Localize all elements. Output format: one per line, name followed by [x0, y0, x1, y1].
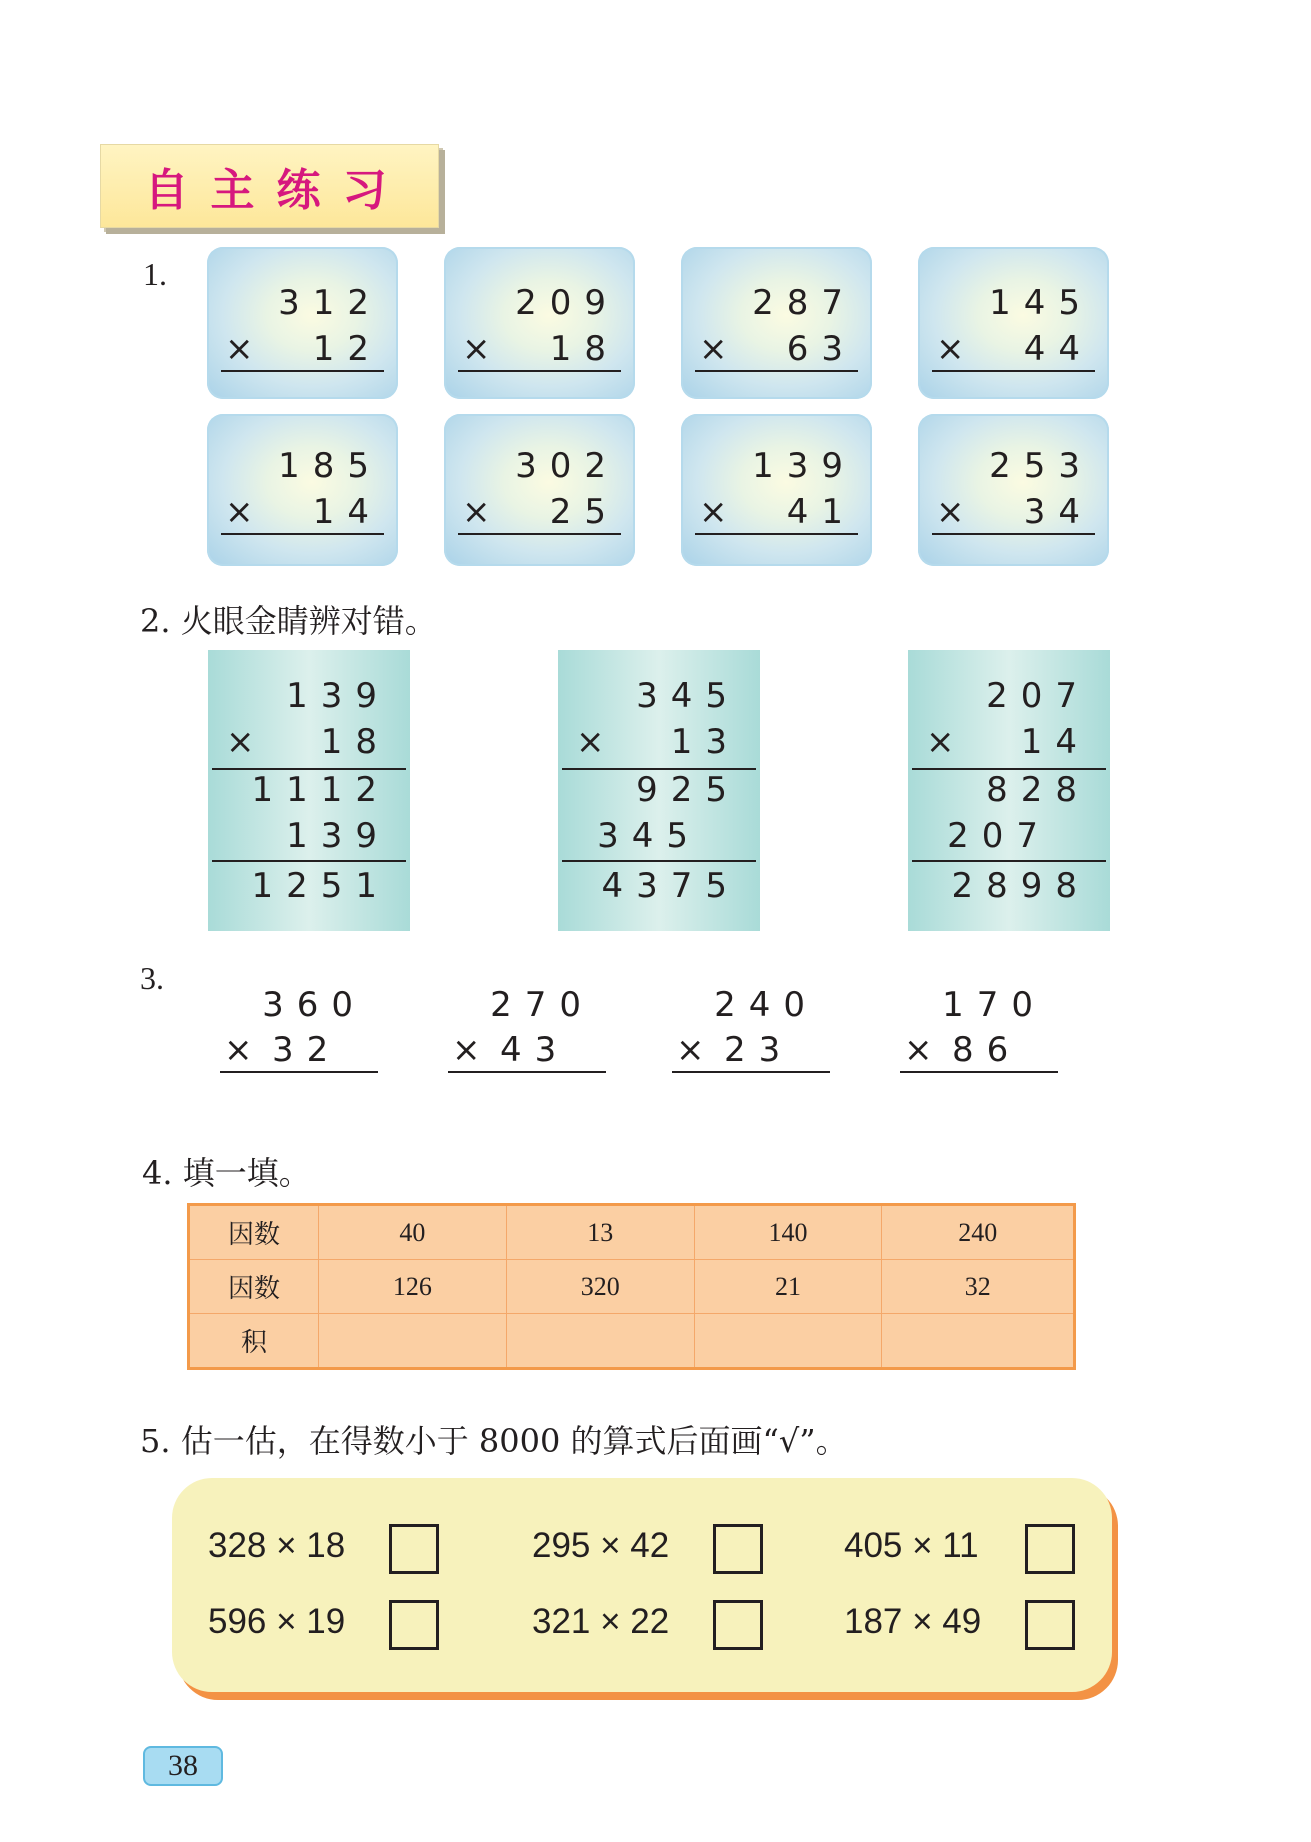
table-cell: 32: [882, 1260, 1075, 1314]
multiplicand: 185: [278, 446, 382, 486]
answer-checkbox[interactable]: [389, 1600, 439, 1650]
answer-line: [458, 370, 621, 372]
row-header: 因数: [189, 1260, 319, 1314]
q4-label: 4. 填一填。: [142, 1154, 311, 1192]
q1-card: [444, 247, 635, 399]
answer-checkbox[interactable]: [713, 1600, 763, 1650]
q2-board: [208, 650, 410, 931]
q2-label: 2. 火眼金睛辨对错。: [140, 602, 437, 640]
table-cell: 13: [506, 1205, 694, 1260]
times-sign: ×: [225, 492, 254, 532]
q3-problem: [900, 985, 1058, 1075]
rule: [562, 860, 756, 862]
q1-card: [444, 414, 635, 566]
q1-card: [681, 247, 872, 399]
multiplicand: 170: [942, 985, 1046, 1025]
multiplier: 18: [320, 722, 390, 762]
partial-product: 345: [597, 816, 701, 856]
multiplier: 14: [312, 492, 382, 532]
partial-product: 828: [986, 770, 1090, 810]
answer-checkbox[interactable]: [389, 1524, 439, 1574]
table-cell: 40: [319, 1205, 507, 1260]
row-header: 因数: [189, 1205, 319, 1260]
q3-problem: [672, 985, 830, 1075]
answer-line: [220, 1071, 378, 1073]
answer-line: [221, 533, 384, 535]
answer-line: [221, 370, 384, 372]
product-answer-cell[interactable]: [694, 1314, 882, 1369]
multiplier: 12: [312, 329, 382, 369]
section-title: 自主练习: [144, 165, 409, 216]
times-sign: ×: [576, 722, 605, 762]
times-sign: ×: [676, 1030, 705, 1070]
q2-board: [908, 650, 1110, 931]
row-header: 积: [189, 1314, 319, 1369]
q3-problem: [448, 985, 606, 1075]
multiplier: 18: [549, 329, 619, 369]
product: 2898: [951, 866, 1090, 906]
times-sign: ×: [904, 1030, 933, 1070]
multiplier: 86: [952, 1030, 1022, 1070]
times-sign: ×: [226, 722, 255, 762]
table-cell: 240: [882, 1205, 1075, 1260]
multiplier: 14: [1020, 722, 1090, 762]
q1-number: 1.: [143, 256, 167, 292]
times-sign: ×: [699, 329, 728, 369]
expression: 187 × 49: [844, 1602, 982, 1641]
partial-product: 925: [636, 770, 740, 810]
expression: 328 × 18: [208, 1526, 346, 1565]
multiplicand: 287: [752, 283, 856, 323]
answer-line: [695, 370, 858, 372]
section-title-banner: [100, 144, 439, 228]
multiplicand: 209: [515, 283, 619, 323]
answer-line: [932, 370, 1095, 372]
partial-product: 1112: [251, 770, 390, 810]
multiplicand: 139: [752, 446, 856, 486]
multiplicand: 207: [986, 676, 1090, 716]
q3-problem: [220, 985, 378, 1075]
table-row: [189, 1260, 1075, 1314]
answer-line: [932, 533, 1095, 535]
partial-product: 207: [947, 816, 1051, 856]
product-answer-cell[interactable]: [319, 1314, 507, 1369]
multiplicand: 240: [714, 985, 818, 1025]
q5-panel: [172, 1478, 1112, 1692]
times-sign: ×: [462, 492, 491, 532]
multiplicand: 312: [278, 283, 382, 323]
multiplier: 13: [670, 722, 740, 762]
multiplier: 25: [549, 492, 619, 532]
table-row: [189, 1205, 1075, 1260]
q2-board: [558, 650, 760, 931]
times-sign: ×: [936, 329, 965, 369]
answer-checkbox[interactable]: [1025, 1524, 1075, 1574]
answer-line: [448, 1071, 606, 1073]
table-cell: 21: [694, 1260, 882, 1314]
times-sign: ×: [452, 1030, 481, 1070]
times-sign: ×: [926, 722, 955, 762]
q1-card: [681, 414, 872, 566]
table-cell: 126: [319, 1260, 507, 1314]
page-number: 38: [143, 1746, 223, 1786]
answer-line: [900, 1071, 1058, 1073]
q4-table: [187, 1203, 1076, 1370]
multiplier: 41: [786, 492, 856, 532]
answer-line: [672, 1071, 830, 1073]
multiplicand: 345: [636, 676, 740, 716]
multiplicand: 253: [989, 446, 1093, 486]
product: 4375: [601, 866, 740, 906]
times-sign: ×: [936, 492, 965, 532]
answer-checkbox[interactable]: [713, 1524, 763, 1574]
multiplier: 32: [272, 1030, 342, 1070]
q1-card: [918, 414, 1109, 566]
multiplicand: 139: [286, 676, 390, 716]
multiplier: 23: [724, 1030, 794, 1070]
multiplier: 34: [1023, 492, 1093, 532]
multiplier: 43: [500, 1030, 570, 1070]
table-cell: 140: [694, 1205, 882, 1260]
multiplicand: 302: [515, 446, 619, 486]
multiplicand: 270: [490, 985, 594, 1025]
q3-number: 3.: [140, 960, 164, 996]
table-cell: 320: [506, 1260, 694, 1314]
product-answer-cell[interactable]: [506, 1314, 694, 1369]
answer-checkbox[interactable]: [1025, 1600, 1075, 1650]
table-row: [189, 1314, 1075, 1369]
expression: 295 × 42: [532, 1526, 670, 1565]
q1-card: [207, 414, 398, 566]
multiplicand: 145: [989, 283, 1093, 323]
expression: 405 × 11: [844, 1526, 979, 1565]
partial-product: 139: [286, 816, 390, 856]
product-answer-cell[interactable]: [882, 1314, 1075, 1369]
q1-card: [918, 247, 1109, 399]
times-sign: ×: [462, 329, 491, 369]
times-sign: ×: [225, 329, 254, 369]
expression: 596 × 19: [208, 1602, 346, 1641]
rule: [912, 860, 1106, 862]
multiplier: 63: [786, 329, 856, 369]
answer-line: [695, 533, 858, 535]
rule: [212, 860, 406, 862]
times-sign: ×: [224, 1030, 253, 1070]
product: 1251: [251, 866, 390, 906]
times-sign: ×: [699, 492, 728, 532]
answer-line: [458, 533, 621, 535]
multiplier: 44: [1023, 329, 1093, 369]
q1-card: [207, 247, 398, 399]
expression: 321 × 22: [532, 1602, 670, 1641]
multiplicand: 360: [262, 985, 366, 1025]
q5-label: 5. 估一估，在得数小于 8000 的算式后面画“√”。: [140, 1422, 848, 1460]
